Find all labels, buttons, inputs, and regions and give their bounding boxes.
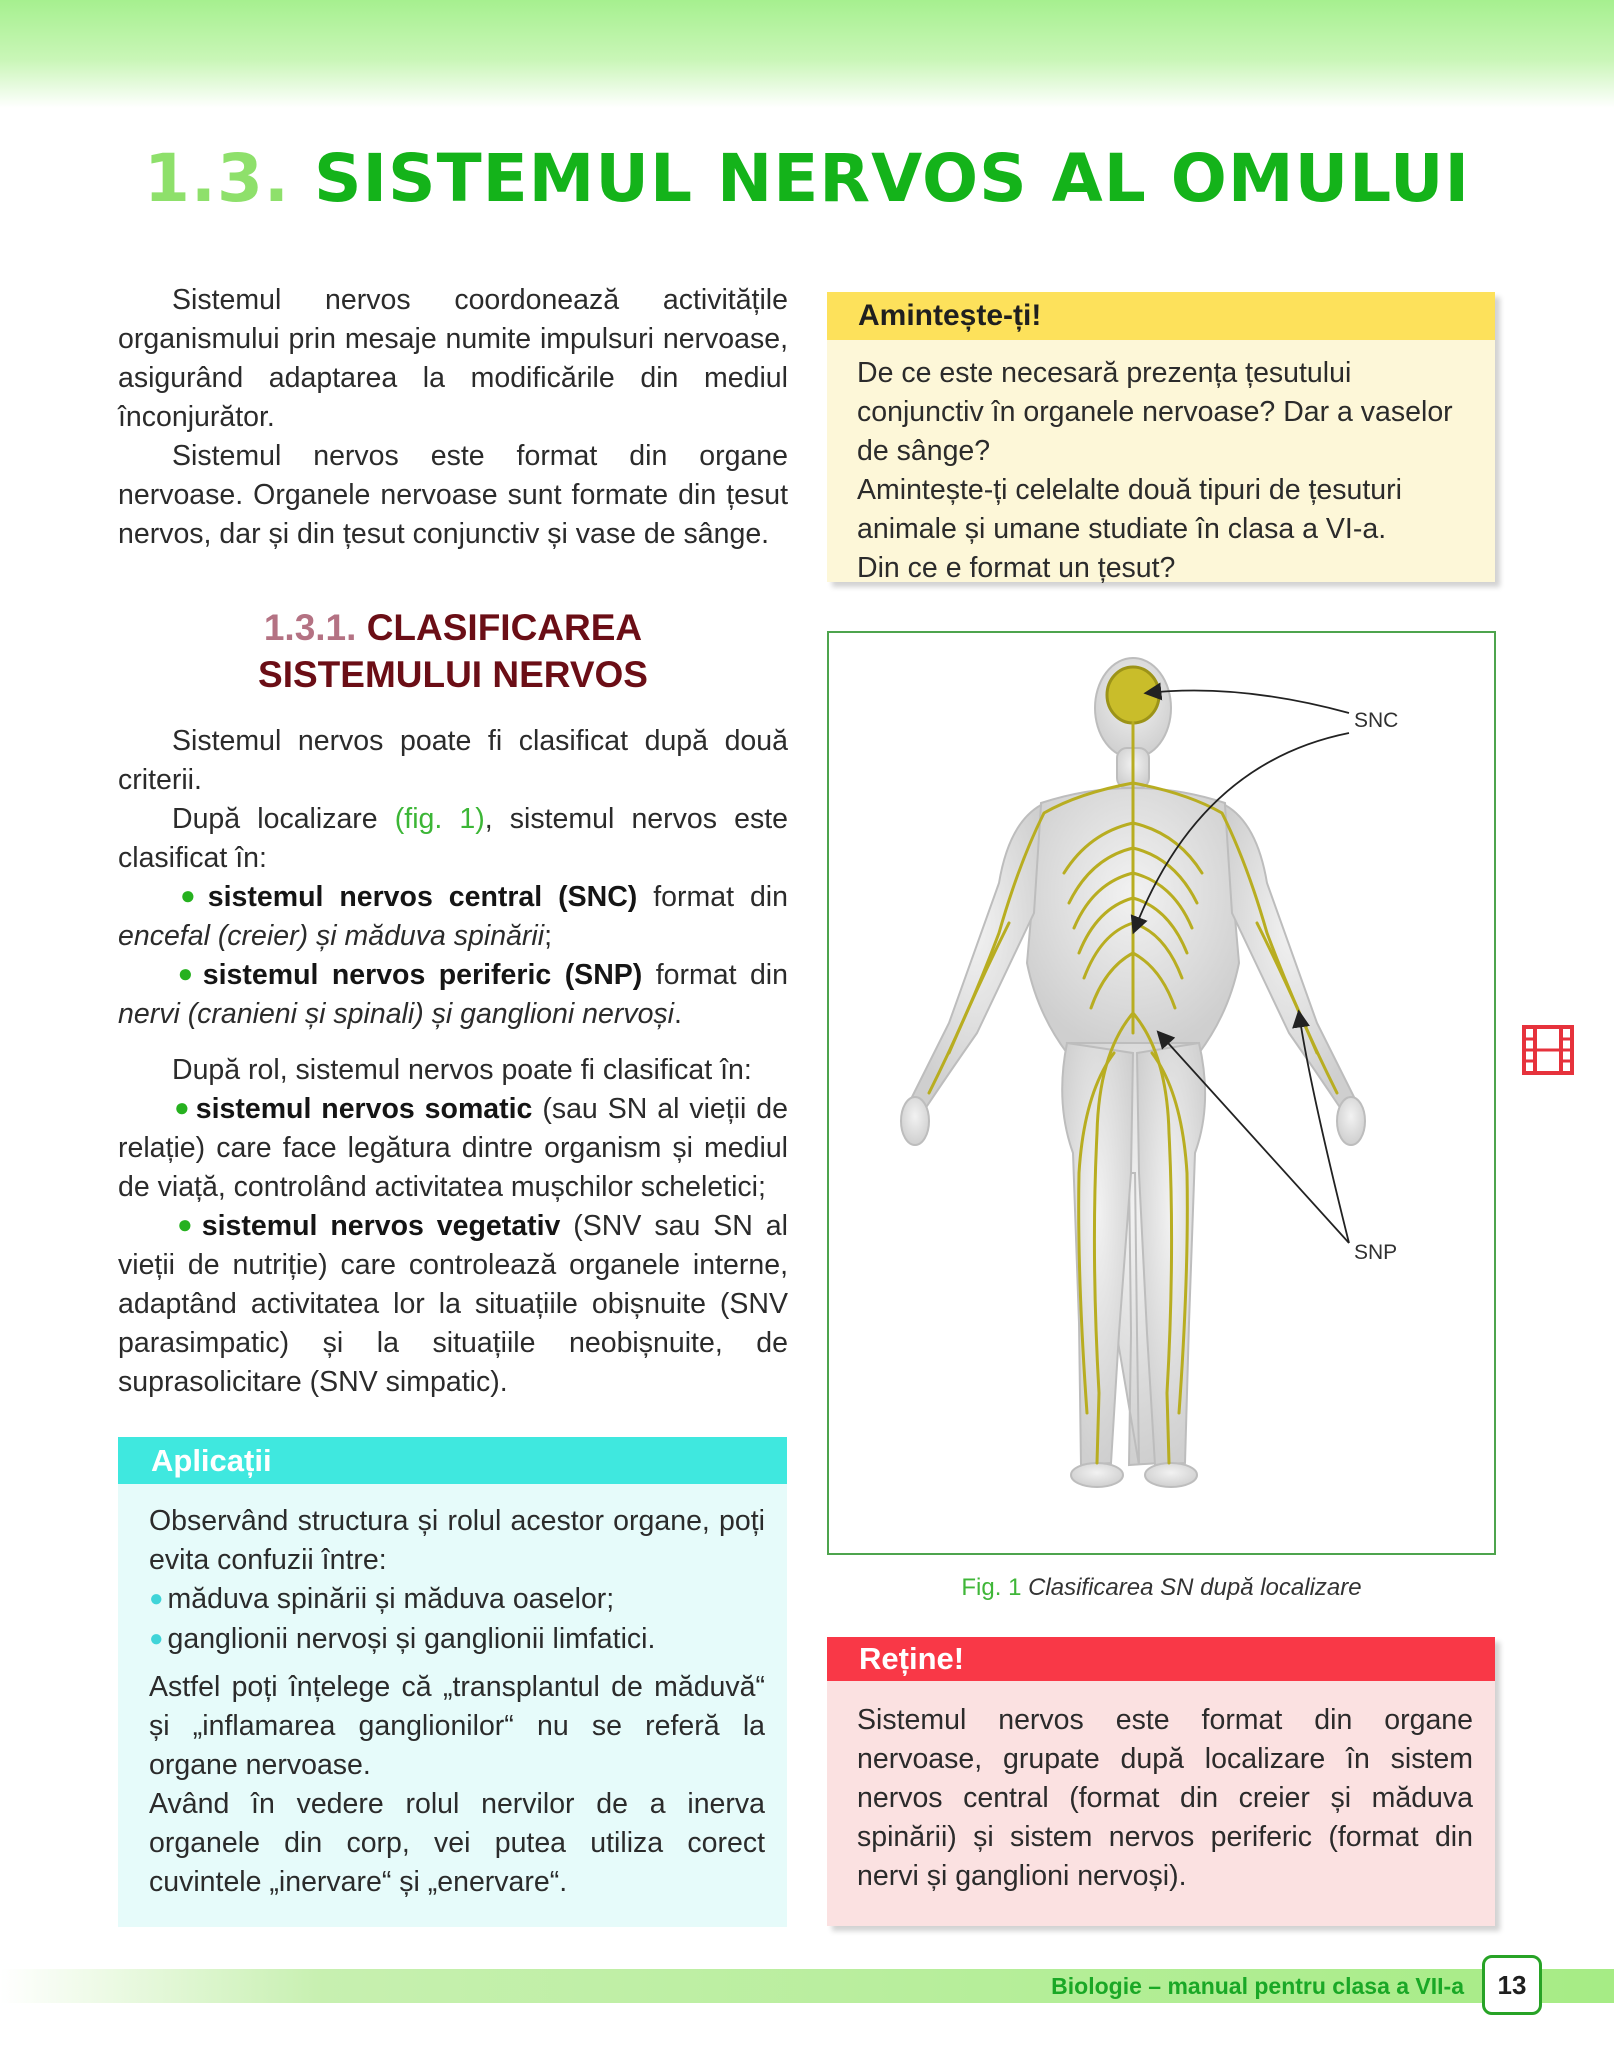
figure-caption-text: Clasificarea SN după localizare: [1021, 1574, 1362, 1601]
figure-caption-number: Fig. 1: [961, 1574, 1022, 1601]
snp-term: sistemul nervos periferic (SNP): [202, 959, 643, 991]
section-title-line1: CLASIFICAREA: [366, 607, 643, 648]
header-band: [0, 0, 1614, 108]
section-heading: [118, 604, 788, 698]
chapter-title: SISTEMUL NERVOS AL OMULUI: [313, 140, 1471, 217]
vegetativ-term: sistemul nervos vegetativ: [201, 1210, 561, 1242]
list-item: ● măduva spinării și măduva oaselor;: [149, 1583, 615, 1615]
page-title: [0, 140, 1614, 217]
remember-line: De ce este necesară prezența țesutului conjunctiv în organele nervoase? Dar a vaselor de sânge?: [857, 357, 1453, 467]
intro-paragraph-2: Sistemul nervos este format din organe nervoase. Organele nervoase sunt formate din țesut nervos, dar și din țesut conjunctiv și vase de sânge.: [118, 440, 788, 550]
page-number: 13: [1482, 1955, 1542, 2015]
applications-box: [118, 1437, 787, 1927]
applications-paragraph: Observând structura și rolul acestor organe, poți evita confuzii între:: [149, 1505, 765, 1576]
bullet-icon: ●: [149, 1625, 164, 1652]
remember-box: [827, 292, 1495, 582]
label-snp: SNP: [1354, 1241, 1398, 1264]
remember-heading: Amintește-ți!: [827, 292, 1495, 340]
chapter-number: 1.3.: [143, 140, 290, 217]
section-number: 1.3.1.: [263, 607, 357, 648]
label-snc: SNC: [1354, 709, 1399, 732]
snc-term: sistemul nervos central (SNC): [207, 881, 638, 913]
somatic-term: sistemul nervos somatic: [195, 1093, 533, 1125]
applications-heading: Aplicații: [118, 1437, 787, 1484]
figure-caption: [827, 1574, 1496, 1602]
footer-book-title: Biologie – manual pentru clasa a VII-a: [1051, 1973, 1464, 1999]
class-paragraph-3: După rol, sistemul nervos poate fi clasificat în:: [172, 1054, 752, 1086]
list-item: ● ganglionii nervoși și ganglionii limfatici.: [149, 1623, 656, 1655]
remember-line: Amintește-ți celelalte două tipuri de țesuturi animale și umane studiate în clasa a VI-a.: [857, 474, 1402, 545]
intro-paragraph-1: Sistemul nervos coordonează activitățile organismului prin mesaje numite impulsuri nervoase, asigurând adaptarea la modificările din mediul înconjurător.: [118, 284, 788, 433]
bullet-icon: ●: [172, 880, 204, 910]
retain-box: [827, 1637, 1495, 1926]
section-title-line2: SISTEMULUI NERVOS: [258, 654, 648, 695]
applications-paragraph: Astfel poți înțelege că „transplantul de măduvă“ și „inflamarea ganglionilor“ nu se referă la organe nervoase.: [149, 1671, 765, 1781]
applications-paragraph: Având în vedere rolul nervilor de a inerva organele din corp, vei putea utiliza corect cuvintele „inervare“ și „enervare“.: [149, 1788, 765, 1898]
bullet-icon: ●: [149, 1585, 164, 1612]
human-nervous-system-illustration: [829, 633, 1494, 1553]
bullet-icon: ●: [172, 958, 199, 988]
class-paragraph-1: Sistemul nervos poate fi clasificat după două criterii.: [118, 725, 788, 796]
remember-line: Din ce e format un țesut?: [857, 552, 1176, 584]
bullet-icon: ●: [172, 1209, 198, 1239]
retain-body: Sistemul nervos este format din organe nervoase, grupate după localizare în sistem nervos central (format din creier și măduva spinării) și sistem nervos periferic (format din nervi și ganglioni nervoși).: [857, 1704, 1473, 1892]
bullet-icon: ●: [172, 1092, 192, 1122]
figure-reference: (fig. 1): [394, 803, 485, 835]
classification-text: Sistemul nervos poate fi clasificat după două criterii. După localizare (fig. 1), sistemul nervos este clasificat în: ● sistemul nervos central (SNC) format din encefal (creier) și măduva spinării; ● sistemul nervos periferic (SNP) format din nervi (cranieni și spinali) și ganglioni nervoși. După rol, sistemul nervos poate fi clasificat în: ● sistemul nervos somatic (sau SN al vieții de relație) care face legătura dintre organism și mediul de viață, controlând activitatea mușchilor scheletici; ● sistemul nervos vegetativ (SNV sau SN al vieții de nutriție) care controlează organele interne, adaptând activitatea lor la situațiile obișnuite (SNV parasimpatic) și la situațiile neobișnuite, de suprasolicitare (SNV simpatic).: [118, 725, 788, 1398]
applications-body: [118, 1484, 787, 1902]
retain-heading: Reține!: [827, 1637, 1495, 1681]
figure-nervous-system: [827, 631, 1496, 1555]
film-icon[interactable]: [1522, 1025, 1574, 1080]
remember-body: [827, 340, 1495, 588]
